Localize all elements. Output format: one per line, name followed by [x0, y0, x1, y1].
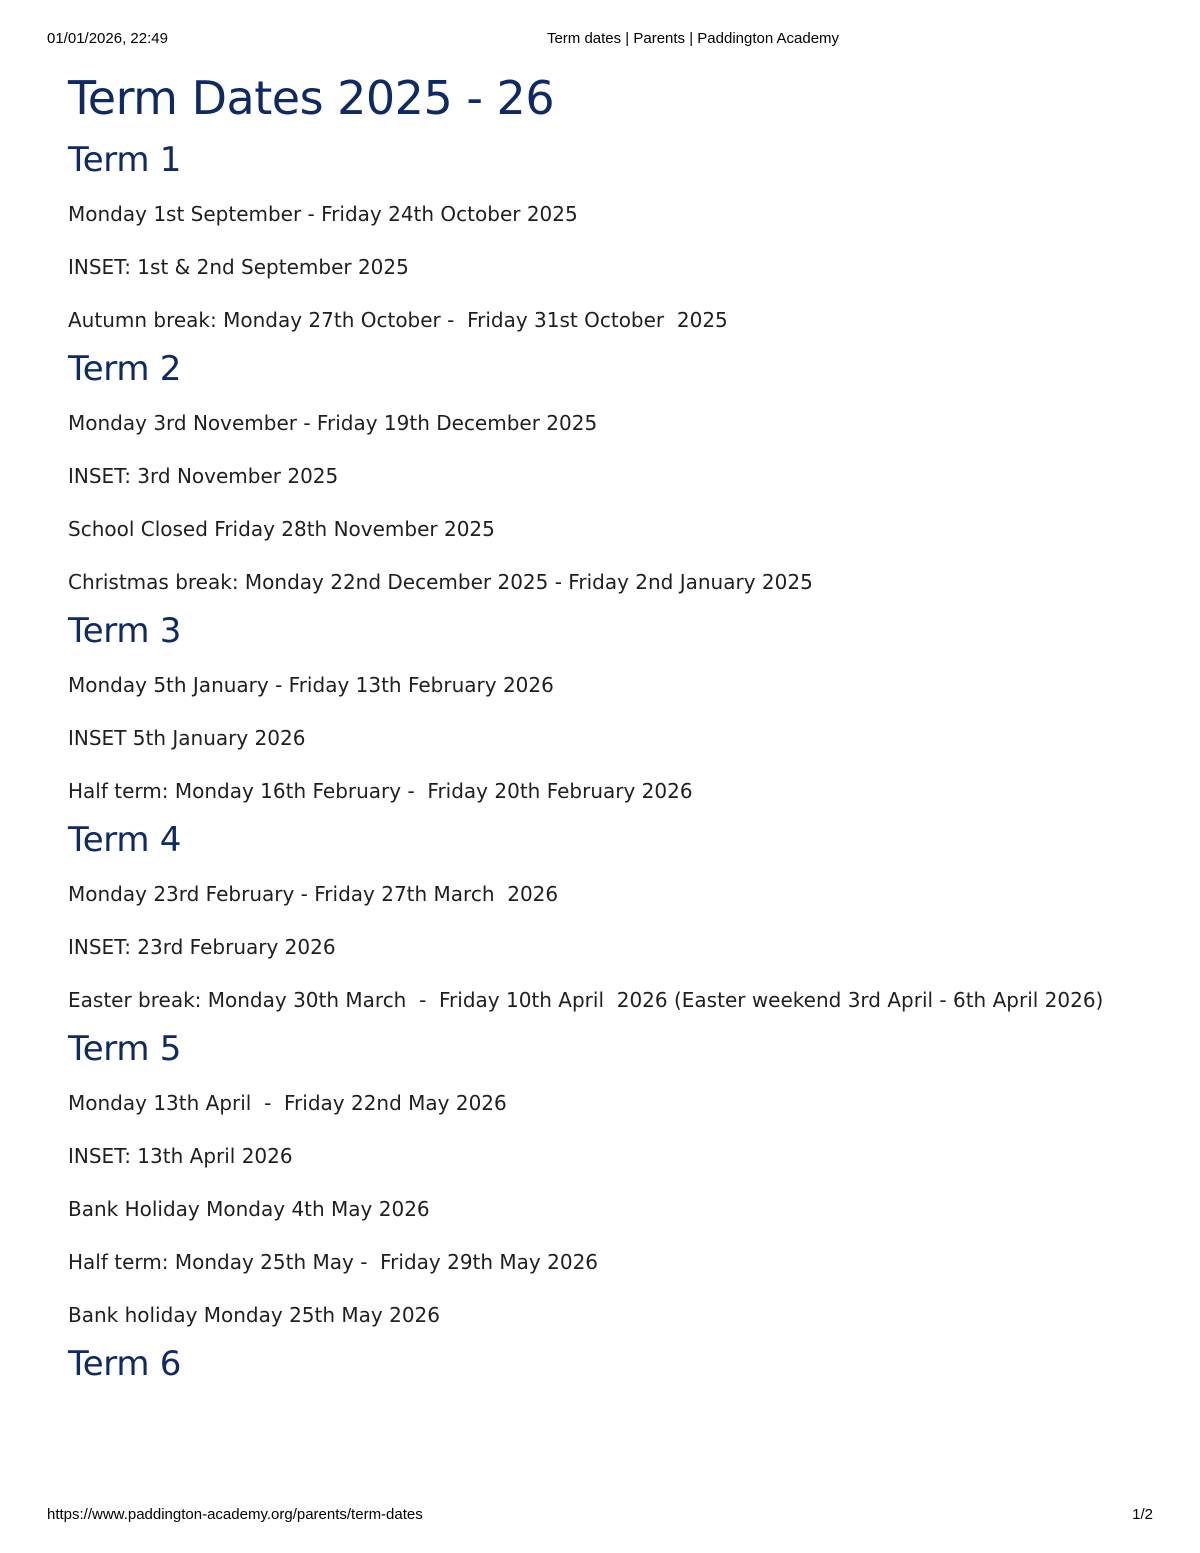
term-date-line: INSET: 23rd February 2026	[68, 935, 336, 959]
term-heading: Term 4	[68, 820, 182, 860]
print-header	[0, 30, 1200, 50]
term-3-section	[68, 611, 1168, 804]
print-page-number: 1/2	[1132, 1506, 1153, 1523]
term-4-section	[68, 820, 1168, 1013]
term-date-line: Monday 13th April - Friday 22nd May 2026	[68, 1091, 507, 1115]
term-date-line: Monday 23rd February - Friday 27th March 2026	[68, 882, 559, 906]
term-heading: Term 2	[68, 349, 182, 389]
term-date-line: INSET: 13th April 2026	[68, 1144, 293, 1168]
term-date-line: Autumn break: Monday 27th October - Friday 31st October 2025	[68, 308, 728, 332]
print-footer	[0, 1506, 1200, 1526]
term-heading: Term 5	[68, 1029, 182, 1069]
term-date-line: Half term: Monday 25th May - Friday 29th May 2026	[68, 1250, 599, 1274]
print-page-title: Term dates | Parents | Paddington Academy	[546, 30, 840, 47]
term-date-line: Christmas break: Monday 22nd December 2025 - Friday 2nd January 2025	[68, 570, 813, 594]
term-heading: Term 1	[68, 140, 182, 180]
term-5-section	[68, 1029, 1168, 1328]
print-datetime: 01/01/2026, 22:49	[47, 30, 168, 47]
term-date-line: Bank holiday Monday 25th May 2026	[68, 1303, 441, 1327]
term-date-line: Half term: Monday 16th February - Friday 20th February 2026	[68, 779, 693, 803]
print-url: https://www.paddington-academy.org/parents/term-dates	[47, 1506, 423, 1523]
term-date-line: Easter break: Monday 30th March - Friday 10th April 2026 (Easter weekend 3rd April - 6th April 2026)	[68, 988, 1104, 1012]
term-date-line: INSET: 1st & 2nd September 2025	[68, 255, 409, 279]
term-2-section	[68, 349, 1168, 595]
term-heading: Term 3	[68, 611, 182, 651]
term-date-line: INSET: 3rd November 2025	[68, 464, 339, 488]
page-content	[68, 70, 1168, 1406]
term-date-line: Monday 1st September - Friday 24th October 2025	[68, 202, 578, 226]
term-6-section	[68, 1344, 1168, 1384]
term-date-line: INSET 5th January 2026	[68, 726, 306, 750]
term-date-line: Monday 3rd November - Friday 19th December 2025	[68, 411, 598, 435]
term-date-line: Monday 5th January - Friday 13th February 2026	[68, 673, 554, 697]
page-title: Term Dates 2025 - 26	[68, 71, 555, 125]
term-date-line: School Closed Friday 28th November 2025	[68, 517, 495, 541]
term-heading: Term 6	[68, 1344, 182, 1384]
term-date-line: Bank Holiday Monday 4th May 2026	[68, 1197, 430, 1221]
term-1-section	[68, 140, 1168, 333]
